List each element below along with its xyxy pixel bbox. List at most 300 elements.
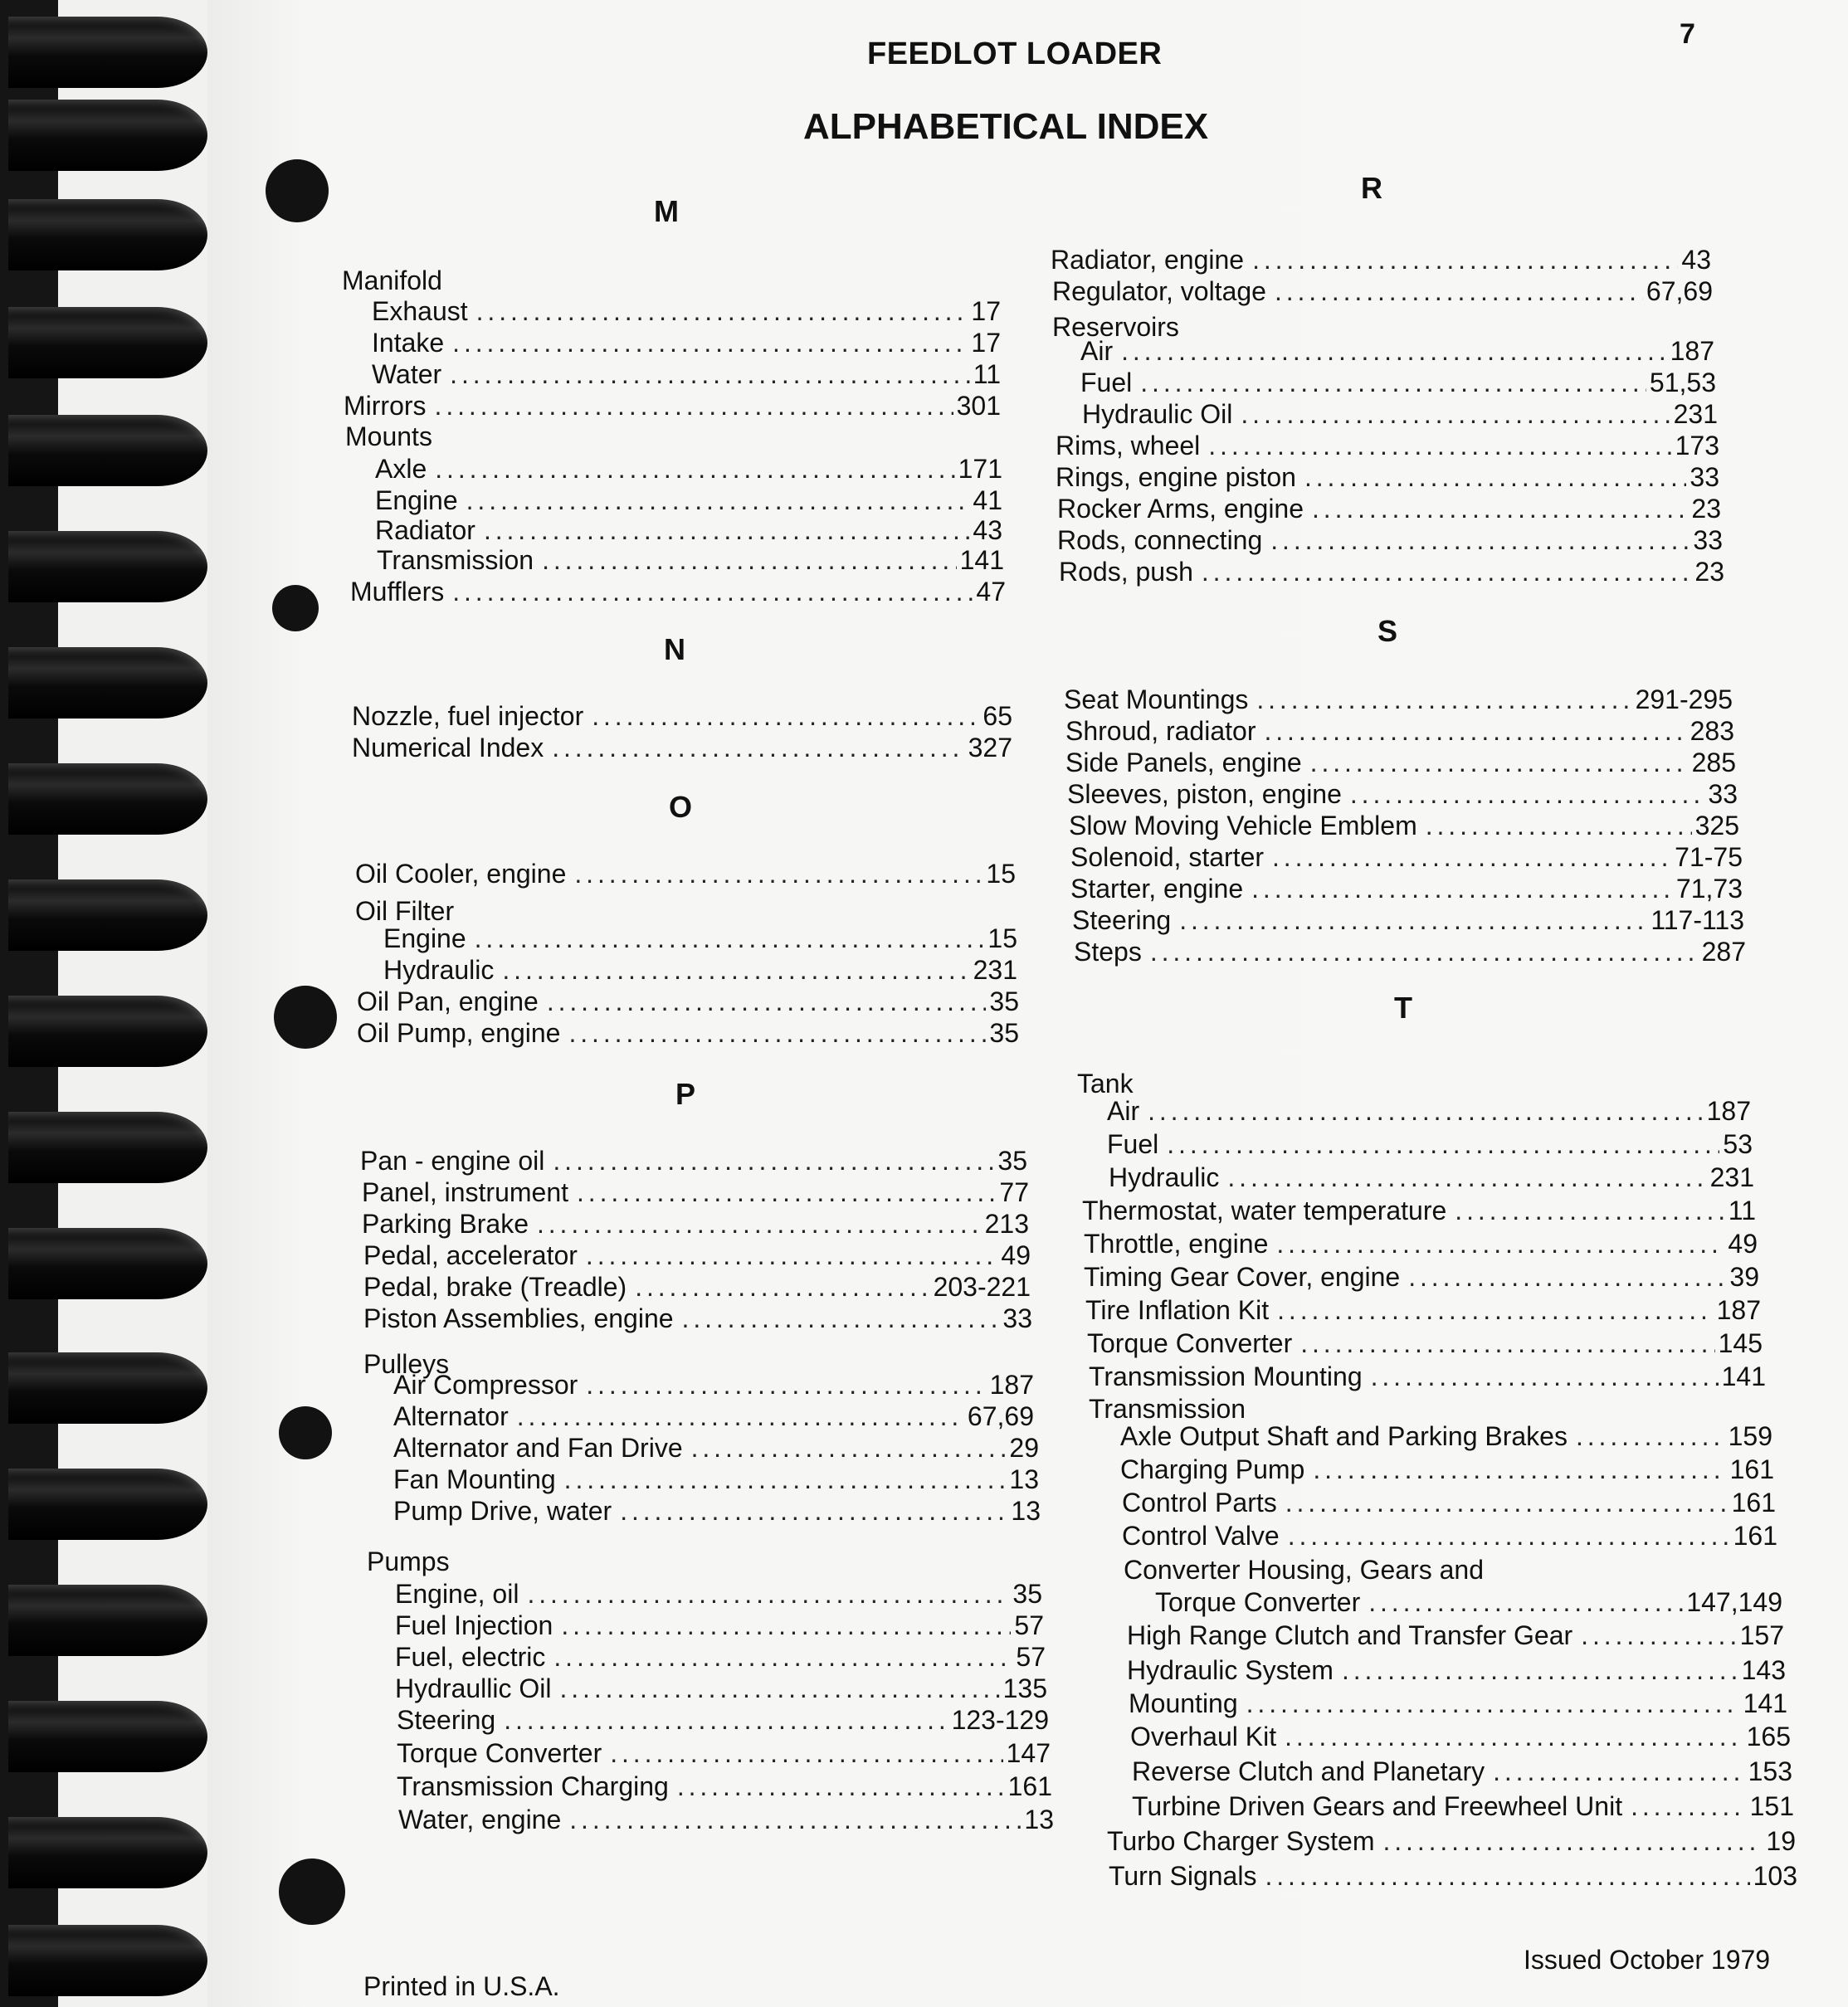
entry-page: 187 — [1716, 1295, 1761, 1325]
entry-page: 77 — [999, 1177, 1029, 1207]
binding-coil — [8, 1585, 207, 1656]
entry-label: Torque Converter — [1155, 1587, 1361, 1617]
entry-label: Fan Mounting — [393, 1464, 556, 1494]
leader-dots — [1493, 1756, 1745, 1787]
leader-dots — [1300, 1327, 1714, 1359]
entry-page: 231 — [1709, 1162, 1754, 1192]
leader-dots — [1251, 873, 1673, 904]
index-entry — [1129, 1688, 1787, 1719]
leader-dots — [1150, 936, 1699, 967]
index-group-pulleys: Pulleys — [363, 1349, 450, 1379]
entry-label: Turn Signals — [1109, 1861, 1257, 1891]
binding-coil — [8, 415, 207, 486]
index-group-transmission: Transmission — [1089, 1394, 1246, 1424]
entry-page: 29 — [1009, 1433, 1039, 1463]
index-entry — [375, 453, 1002, 485]
entry-label: Fuel — [1107, 1129, 1159, 1159]
entry-label: Shroud, radiator — [1065, 716, 1256, 746]
leader-dots — [502, 954, 969, 986]
index-entry — [363, 1303, 1032, 1334]
entry-page: 13 — [1011, 1496, 1041, 1526]
index-entry — [1122, 1487, 1776, 1518]
entry-page: 291-295 — [1635, 684, 1733, 714]
entry-label: Panel, instrument — [362, 1177, 569, 1207]
entry-page: 33 — [1002, 1303, 1032, 1333]
index-entry — [350, 576, 1006, 607]
index-entry — [372, 295, 1001, 327]
leader-dots — [677, 1771, 1005, 1802]
section-letter-s: S — [1377, 614, 1398, 648]
index-entry — [1120, 1454, 1774, 1485]
leader-dots — [1121, 335, 1667, 367]
entry-label: Steering — [397, 1705, 496, 1735]
index-entry — [393, 1369, 1034, 1401]
binding-coil — [8, 1352, 207, 1424]
index-entry — [357, 1017, 1019, 1049]
entry-label: Thermostat, water temperature — [1082, 1196, 1447, 1225]
index-entry — [1127, 1620, 1784, 1651]
index-entry — [360, 1145, 1027, 1176]
leader-dots — [691, 1432, 1007, 1464]
entry-label: Engine, oil — [395, 1579, 519, 1609]
index-entry — [362, 1208, 1029, 1240]
index-entry — [1107, 1128, 1753, 1160]
entry-label: Pedal, accelerator — [363, 1240, 578, 1270]
entry-label: Oil Cooler, engine — [355, 859, 567, 889]
entry-label: Torque Converter — [397, 1738, 602, 1768]
index-entry — [377, 544, 1004, 576]
index-entry — [1122, 1520, 1777, 1552]
leader-dots — [586, 1240, 997, 1271]
entry-page: 161 — [1733, 1521, 1777, 1551]
punch-hole — [279, 1858, 345, 1925]
entry-label: Numerical Index — [352, 733, 544, 762]
leader-dots — [1202, 556, 1692, 587]
entry-label: Alternator and Fan Drive — [393, 1433, 683, 1463]
leader-dots — [552, 732, 964, 763]
index-entry — [1064, 684, 1733, 715]
entry-page: 17 — [971, 296, 1001, 326]
leader-dots — [527, 1578, 1009, 1610]
leader-dots — [1342, 1654, 1738, 1686]
index-entry — [1065, 715, 1734, 747]
index-entry — [1132, 1790, 1794, 1822]
leader-dots — [1382, 1825, 1763, 1857]
entry-label: Nozzle, fuel injector — [352, 701, 584, 731]
index-entry — [1109, 1860, 1797, 1892]
index-entry — [1109, 1162, 1754, 1193]
leader-dots — [1304, 461, 1686, 493]
entry-page: 33 — [1708, 779, 1738, 809]
entry-page: 13 — [1024, 1805, 1054, 1834]
entry-label: Exhaust — [372, 296, 468, 326]
entry-page: 13 — [1009, 1464, 1039, 1494]
leader-dots — [559, 1673, 999, 1704]
index-entry — [393, 1401, 1034, 1432]
leader-dots — [1576, 1420, 1725, 1452]
entry-page: 135 — [1002, 1673, 1047, 1703]
index-entry — [1085, 1294, 1761, 1326]
leader-dots — [452, 327, 968, 358]
leader-dots — [1312, 493, 1688, 524]
entry-page: 143 — [1741, 1655, 1786, 1685]
binding-coil — [8, 1469, 207, 1540]
entry-label: Pedal, brake (Treadle) — [363, 1272, 627, 1302]
section-letter-n: N — [664, 632, 685, 666]
entry-page: 53 — [1723, 1129, 1753, 1159]
entry-label: High Range Clutch and Transfer Gear — [1127, 1620, 1573, 1650]
index-entry — [1074, 936, 1746, 967]
leader-dots — [1408, 1261, 1726, 1293]
index-entry — [397, 1704, 1049, 1736]
entry-page: 231 — [973, 955, 1017, 985]
entry-page: 327 — [968, 733, 1012, 762]
index-entry — [375, 485, 1002, 516]
entry-page: 285 — [1691, 748, 1736, 777]
entry-page: 57 — [1016, 1642, 1046, 1672]
entry-page: 187 — [1706, 1096, 1751, 1126]
entry-page: 187 — [989, 1370, 1034, 1400]
index-entry — [1130, 1721, 1791, 1752]
entry-page: 11 — [1728, 1196, 1756, 1225]
leader-dots — [620, 1495, 1007, 1527]
leader-dots — [1256, 684, 1631, 715]
entry-page: 67,69 — [967, 1401, 1034, 1431]
leader-dots — [1252, 244, 1678, 275]
entry-page: 147,149 — [1686, 1587, 1782, 1617]
entry-page: 141 — [959, 545, 1004, 575]
leader-dots — [1426, 810, 1692, 841]
entry-label: Air Compressor — [393, 1370, 578, 1400]
index-entry — [393, 1495, 1041, 1527]
index-entry — [1057, 524, 1723, 556]
index-entry — [1056, 430, 1719, 461]
leader-dots — [1272, 841, 1671, 873]
entry-label: Mufflers — [350, 577, 445, 606]
entry-label: Parking Brake — [362, 1209, 529, 1239]
leader-dots — [1277, 1294, 1713, 1326]
leader-dots — [1265, 1860, 1749, 1892]
index-group-tank: Tank — [1077, 1069, 1134, 1098]
leader-dots — [1285, 1721, 1743, 1752]
index-entry — [395, 1578, 1042, 1610]
index-entry — [355, 858, 1016, 889]
entry-label: Rims, wheel — [1056, 431, 1201, 460]
binding-coil — [8, 17, 207, 88]
binding-coil — [8, 1112, 207, 1183]
index-entry — [1089, 1361, 1766, 1392]
index-entry — [362, 1176, 1029, 1208]
leader-dots — [1264, 715, 1686, 747]
leader-dots — [476, 295, 968, 327]
punch-hole — [274, 986, 337, 1049]
entry-page: 173 — [1675, 431, 1719, 460]
entry-page: 23 — [1694, 557, 1724, 587]
index-entry — [383, 923, 1017, 954]
entry-label: Turbo Charger System — [1107, 1826, 1375, 1856]
index-group-oil-filter: Oil Filter — [355, 896, 455, 926]
entry-page: 103 — [1753, 1861, 1797, 1891]
leader-dots — [1179, 904, 1647, 936]
section-letter-o: O — [669, 790, 693, 824]
index-entry — [1084, 1261, 1759, 1293]
entry-page: 35 — [989, 1018, 1019, 1048]
index-entry — [344, 390, 1001, 421]
entry-page: 23 — [1691, 494, 1721, 524]
index-entry — [1127, 1654, 1786, 1686]
entry-page: 35 — [1012, 1579, 1042, 1609]
entry-page: 161 — [1731, 1488, 1776, 1517]
index-entry — [395, 1673, 1047, 1704]
leader-dots — [1310, 747, 1689, 778]
index-entry — [1070, 873, 1743, 904]
entry-page: 157 — [1739, 1620, 1784, 1650]
entry-page: 41 — [973, 485, 1002, 515]
entry-label: Seat Mountings — [1064, 684, 1249, 714]
index-entry — [1107, 1825, 1796, 1857]
entry-label: Slow Moving Vehicle Emblem — [1069, 811, 1417, 840]
entry-label: Hydraulic — [1109, 1162, 1220, 1192]
index-entry — [363, 1240, 1031, 1271]
entry-page: 33 — [1693, 525, 1723, 555]
entry-page: 65 — [983, 701, 1012, 731]
binding-coil — [8, 1701, 207, 1772]
page-heading: ALPHABETICAL INDEX — [803, 106, 1209, 147]
entry-label: Turbine Driven Gears and Freewheel Unit — [1132, 1791, 1623, 1821]
index-entry — [1069, 810, 1739, 841]
entry-page: 35 — [997, 1146, 1027, 1176]
leader-dots — [586, 1369, 986, 1401]
leader-dots — [1246, 1688, 1740, 1719]
entry-page: 283 — [1690, 716, 1734, 746]
entry-page: 49 — [1001, 1240, 1031, 1270]
leader-dots — [435, 390, 953, 421]
entry-page: 213 — [984, 1209, 1029, 1239]
leader-dots — [435, 453, 954, 485]
entry-page: 39 — [1729, 1262, 1759, 1292]
entry-page: 11 — [973, 359, 1001, 389]
issue-date: Issued October 1979 — [1524, 1945, 1771, 1975]
entry-label: Starter, engine — [1070, 874, 1244, 904]
index-entry — [383, 954, 1017, 986]
entry-page: 123-129 — [951, 1705, 1049, 1735]
entry-label: Regulator, voltage — [1052, 276, 1266, 306]
index-entry — [1080, 335, 1714, 367]
entry-page: 19 — [1766, 1826, 1796, 1856]
entry-page: 51,53 — [1649, 368, 1716, 397]
index-group-converter-housing: Converter Housing, Gears and — [1124, 1555, 1484, 1585]
entry-label: Control Parts — [1122, 1488, 1277, 1517]
entry-label: Transmission Charging — [397, 1771, 669, 1801]
binding-coil — [8, 307, 207, 378]
entry-page: 43 — [1681, 245, 1711, 275]
index-entry — [1065, 747, 1736, 778]
leader-dots — [1631, 1790, 1747, 1822]
entry-page: 161 — [1729, 1454, 1774, 1484]
leader-dots — [1371, 1361, 1719, 1392]
entry-page: 171 — [958, 454, 1002, 484]
entry-label: Oil Pump, engine — [357, 1018, 561, 1048]
index-entry — [1080, 367, 1716, 398]
leader-dots — [574, 858, 983, 889]
section-letter-t: T — [1394, 991, 1412, 1025]
entry-page: 71,73 — [1675, 874, 1743, 904]
index-entry — [397, 1737, 1051, 1769]
entry-label: Overhaul Kit — [1130, 1722, 1277, 1751]
section-letter-r: R — [1361, 171, 1382, 205]
entry-label: Hydraullic Oil — [395, 1673, 552, 1703]
entry-label: Throttle, engine — [1084, 1229, 1269, 1259]
entry-page: 67,69 — [1646, 276, 1713, 306]
leader-dots — [537, 1208, 982, 1240]
entry-label: Axle — [375, 454, 427, 484]
entry-label: Mounting — [1129, 1688, 1238, 1718]
index-entry — [1056, 461, 1719, 493]
entry-label: Tire Inflation Kit — [1085, 1295, 1270, 1325]
leader-dots — [1455, 1195, 1725, 1226]
entry-page: 43 — [973, 515, 1002, 545]
entry-label: Engine — [375, 485, 458, 515]
entry-label: Transmission Mounting — [1089, 1362, 1363, 1391]
index-entry — [1107, 1095, 1751, 1127]
binding-coil — [8, 531, 207, 602]
entry-page: 151 — [1749, 1791, 1794, 1821]
index-group-mounts: Mounts — [345, 421, 432, 451]
index-entry — [398, 1804, 1054, 1835]
binding-coil — [8, 996, 207, 1067]
entry-label: Timing Gear Cover, engine — [1084, 1262, 1401, 1292]
leader-dots — [564, 1464, 1007, 1495]
leader-dots — [1275, 275, 1643, 307]
leader-dots — [517, 1401, 964, 1432]
entry-label: Steps — [1074, 937, 1142, 967]
entry-label: Solenoid, starter — [1070, 842, 1265, 872]
leader-dots — [682, 1303, 1000, 1334]
entry-label: Rods, push — [1059, 557, 1193, 587]
leader-dots — [475, 923, 985, 954]
leader-dots — [1313, 1454, 1726, 1485]
entry-label: Air — [1080, 336, 1114, 366]
entry-label: Side Panels, engine — [1065, 748, 1302, 777]
index-entry — [372, 358, 1001, 390]
leader-dots — [1167, 1128, 1719, 1160]
leader-dots — [484, 514, 969, 546]
index-group-pumps: Pumps — [367, 1547, 450, 1576]
entry-page: 71-75 — [1675, 842, 1743, 872]
entry-label: Intake — [372, 328, 445, 358]
leader-dots — [561, 1610, 1011, 1641]
index-entry — [397, 1771, 1052, 1802]
leader-dots — [547, 986, 987, 1017]
entry-label: Mirrors — [344, 391, 427, 421]
leader-dots — [635, 1271, 929, 1303]
entry-label: Charging Pump — [1120, 1454, 1305, 1484]
entry-label: Pump Drive, water — [393, 1496, 612, 1526]
index-entry — [372, 327, 1001, 358]
printed-note: Printed in U.S.A. — [363, 1971, 560, 2001]
index-group-reservoirs: Reservoirs — [1052, 312, 1179, 342]
index-entry — [1059, 556, 1724, 587]
leader-dots — [577, 1176, 996, 1208]
entry-page: 145 — [1718, 1328, 1763, 1358]
binding-coil — [8, 879, 207, 951]
entry-page: 57 — [1014, 1610, 1044, 1640]
leader-dots — [452, 576, 973, 607]
leader-dots — [542, 544, 957, 576]
entry-page: 147 — [1006, 1738, 1051, 1768]
entry-page: 187 — [1670, 336, 1714, 366]
index-entry — [1052, 275, 1713, 307]
leader-dots — [592, 700, 979, 732]
entry-label: Radiator, engine — [1051, 245, 1245, 275]
entry-label: Hydraulic Oil — [1082, 399, 1233, 429]
leader-dots — [569, 1804, 1021, 1835]
entry-label: Hydraulic System — [1127, 1655, 1334, 1685]
entry-label: Pan - engine oil — [360, 1146, 545, 1176]
entry-label: Axle Output Shaft and Parking Brakes — [1120, 1421, 1568, 1451]
entry-label: Air — [1107, 1096, 1140, 1126]
entry-page: 301 — [956, 391, 1001, 421]
leader-dots — [466, 485, 970, 516]
index-entry — [395, 1641, 1046, 1673]
entry-page: 33 — [1690, 462, 1719, 492]
section-letter-p: P — [675, 1077, 696, 1111]
entry-label: Radiator — [375, 515, 475, 545]
index-entry — [352, 732, 1012, 763]
entry-page: 231 — [1673, 399, 1718, 429]
punch-hole — [272, 585, 319, 631]
entry-page: 159 — [1728, 1421, 1772, 1451]
entry-page: 49 — [1728, 1229, 1758, 1259]
entry-page: 203-221 — [933, 1272, 1031, 1302]
entry-page: 35 — [989, 986, 1019, 1016]
index-entry — [357, 986, 1019, 1017]
entry-label: Rods, connecting — [1057, 525, 1263, 555]
entry-label: Alternator — [393, 1401, 509, 1431]
leader-dots — [1241, 398, 1670, 430]
leader-dots — [1581, 1620, 1736, 1651]
entry-page: 161 — [1007, 1771, 1052, 1801]
leader-dots — [553, 1641, 1012, 1673]
entry-page: 15 — [986, 859, 1016, 889]
entry-page: 165 — [1746, 1722, 1791, 1751]
entry-label: Control Valve — [1122, 1521, 1280, 1551]
entry-label: Steering — [1072, 905, 1172, 935]
entry-label: Reverse Clutch and Planetary — [1132, 1756, 1485, 1786]
binding-coil — [8, 1925, 207, 1996]
leader-dots — [1276, 1228, 1724, 1259]
entry-page: 325 — [1694, 811, 1739, 840]
binding-coil — [8, 647, 207, 719]
index-entry — [1084, 1228, 1758, 1259]
entry-page: 17 — [971, 328, 1001, 358]
index-entry — [352, 700, 1012, 732]
binding-coil — [8, 763, 207, 835]
entry-label: Rocker Arms, engine — [1057, 494, 1304, 524]
entry-label: Hydraulic — [383, 955, 495, 985]
entry-page: 15 — [987, 923, 1017, 953]
index-entry — [1067, 778, 1738, 810]
leader-dots — [553, 1145, 994, 1176]
leader-dots — [1350, 778, 1705, 810]
entry-label: Water — [372, 359, 442, 389]
entry-page: 141 — [1721, 1362, 1766, 1391]
leader-dots — [1288, 1520, 1730, 1552]
entry-page: 153 — [1748, 1756, 1792, 1786]
index-entry — [393, 1432, 1039, 1464]
entry-page: 117-113 — [1651, 905, 1744, 935]
binding-coil — [8, 1228, 207, 1299]
